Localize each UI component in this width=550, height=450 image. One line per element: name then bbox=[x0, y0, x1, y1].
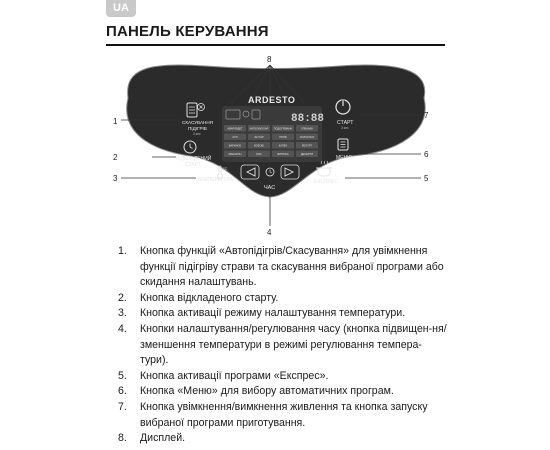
program-label: ВАРИНОК bbox=[228, 144, 242, 148]
callout-3: 3 bbox=[113, 174, 118, 183]
list-item-text: Кнопка активації програми «Експрес». bbox=[140, 369, 329, 382]
callout-6: 6 bbox=[424, 150, 429, 159]
callout-8: 8 bbox=[267, 55, 272, 64]
delay-label-line2: СТАРТ bbox=[185, 162, 201, 168]
list-item-number: 3. bbox=[118, 307, 127, 320]
list-item bbox=[118, 244, 448, 291]
list-item-text: Кнопка активації режиму налаштування температури. bbox=[140, 307, 406, 320]
callout-5: 5 bbox=[424, 174, 429, 183]
callout-1: 1 bbox=[113, 117, 118, 126]
callout-4: 4 bbox=[267, 228, 272, 237]
list-item-text: Кнопка відкладеного старту. bbox=[140, 291, 279, 304]
display-digits: 88:88 bbox=[291, 113, 325, 125]
program-label: ХЛІБНИКІ bbox=[301, 127, 313, 131]
program-label: ЗА ПАР bbox=[254, 136, 264, 139]
menu-label: МЕНЮ bbox=[336, 155, 353, 161]
list-item bbox=[118, 291, 448, 307]
program-label: СОЛОКУНО bbox=[299, 136, 315, 139]
express-label: ЕКСПРЕС bbox=[314, 179, 338, 185]
list-item bbox=[118, 322, 448, 369]
list-item-text: Кнопка функцій «Автопідігрів/Скасування» для увімкнення функції підігріву страви та скасування вибраної програми або скидання налаштувань. bbox=[140, 245, 444, 289]
list-item-number: 1. bbox=[118, 245, 127, 257]
program-label: ВИПІЧКА bbox=[277, 153, 289, 156]
list-item-number: 6. bbox=[118, 385, 127, 398]
list-item bbox=[118, 369, 448, 385]
cancel-label-line1: СКАСУВАННЯ bbox=[182, 120, 213, 125]
program-label: МАКАРОН bbox=[228, 153, 242, 156]
list-item bbox=[118, 400, 448, 431]
program-label: КАПЕЧ bbox=[278, 144, 288, 148]
list-item-text: Кнопка «Меню» для вибору автоматичних програм. bbox=[140, 385, 394, 398]
temperature-label: ТЕМПЕРАТУРА bbox=[197, 177, 233, 183]
list-item-number: 4. bbox=[118, 322, 127, 335]
start-label: СТАРТ bbox=[337, 120, 354, 126]
callout-2: 2 bbox=[113, 153, 118, 162]
callout-7: 7 bbox=[424, 111, 429, 120]
program-label: ДЕСЕРТИ bbox=[300, 153, 314, 156]
list-item bbox=[118, 384, 448, 400]
program-label: СУП bbox=[232, 136, 238, 139]
program-label: РИС bbox=[256, 153, 262, 156]
list-item bbox=[118, 306, 448, 322]
program-label: БОБОВІ bbox=[254, 144, 264, 148]
list-item bbox=[118, 431, 448, 447]
cancel-label-line2: ПІДІГРІВ bbox=[188, 126, 207, 131]
list-item-number: 2. bbox=[118, 291, 127, 304]
language-badge: UA bbox=[106, 0, 136, 17]
display bbox=[222, 106, 324, 162]
legend-list bbox=[118, 244, 448, 447]
program-label: МУЛЬТИКУХАР bbox=[249, 127, 269, 131]
program-label: ПЛОВ bbox=[279, 136, 287, 139]
program-label: АВАРІЯ/ДЕТ bbox=[227, 127, 243, 131]
list-item-number: 7. bbox=[118, 400, 127, 413]
list-item-number: 8. bbox=[118, 432, 127, 445]
svg-text:°C: °C bbox=[223, 166, 228, 171]
list-item-text: Кнопки налаштування/регулювання часу (кнопка підвищен-ня/зменшення температури в режимі регулювання темпера-тури). bbox=[140, 322, 447, 367]
delay-label-line1: ВІДКЛАДЕНИЙ bbox=[176, 156, 212, 162]
time-label: ЧАС bbox=[264, 185, 276, 191]
cancel-label-sub: 3 sec bbox=[193, 132, 201, 136]
list-item-text: Кнопка увімкнення/вимкнення живлення та кнопка запуску вибраної програми приготування. bbox=[140, 400, 428, 429]
list-item-text: Дисплей. bbox=[140, 432, 186, 445]
program-label: ПОДОГРІВАНН bbox=[273, 127, 293, 131]
brand-logo: ARDESTO bbox=[248, 95, 296, 105]
page-title: ПАНЕЛЬ КЕРУВАННЯ bbox=[106, 23, 269, 40]
list-item-number: 5. bbox=[118, 369, 127, 382]
program-label: ЙОГУРТ bbox=[301, 144, 313, 148]
start-label-sub: 3 sec bbox=[341, 126, 349, 130]
